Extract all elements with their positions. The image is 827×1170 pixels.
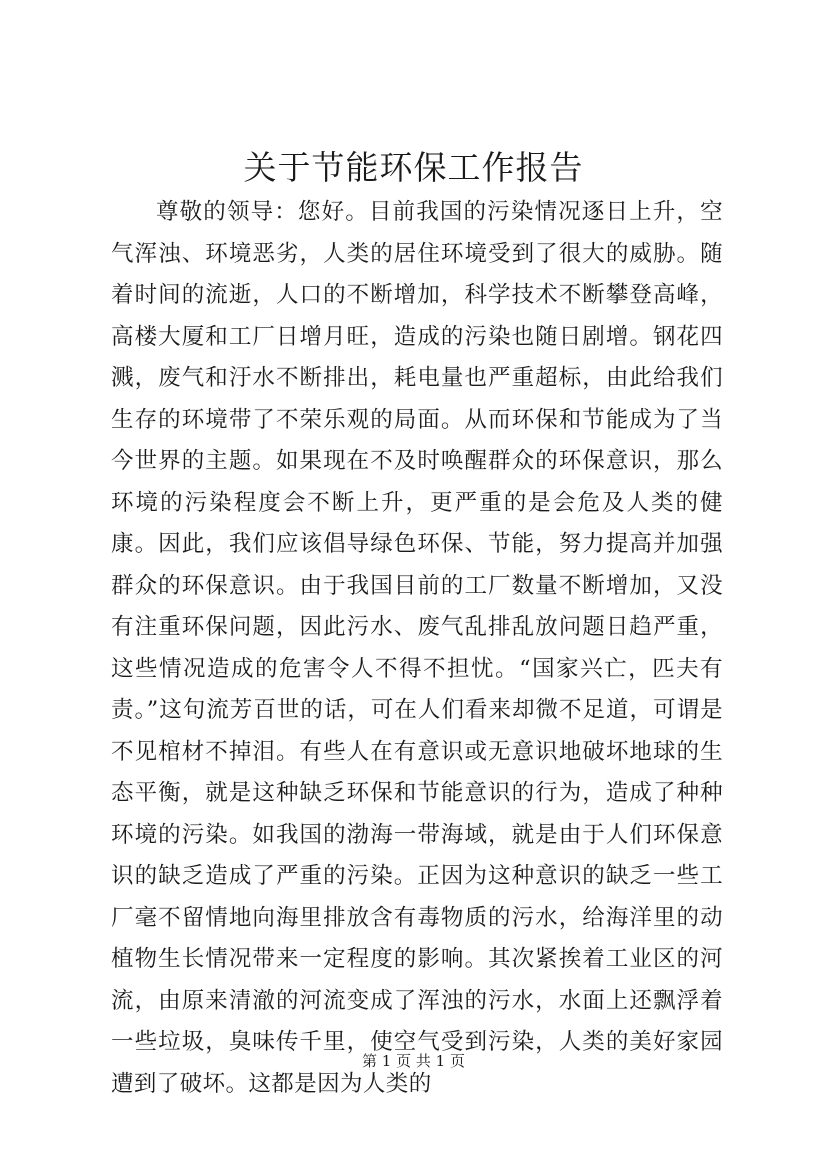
- document-title: 关于节能环保工作报告: [243, 148, 584, 187]
- page-footer: 第 1 页 共 1 页: [362, 1052, 465, 1070]
- body-paragraph: 尊敬的领导：您好。目前我国的污染情况逐日上升，空气浑浊、环境恶劣，人类的居住环境受到了很大的威胁。随着时间的流逝，人口的不断增加，科学技术不断攀登高峰，高楼大厦和工厂日增月旺，造成的污染也随日剧增。钢花四溅，废气和汙水不断排出，耗电量也严重超标，由此给我们生存的环境带了不荣乐观的局面。从而环保和节能成为了当今世界的主题。如果现在不及时唤醒群众的环保意识，那么环境的污染程度会不断上升，更严重的是会危及人类的健康。因此，我们应该倡导绿色环保、节能，努力提高并加强群众的环保意识。由于我国目前的工厂数量不断增加，又没有注重环保问题，因此污水、废气乱排乱放问题日趋严重，这些情况造成的危害令人不得不担忧。“国家兴亡，匹夫有责。”这句流芳百世的话，可在人们看来却微不足道，可谓是不见棺材不掉泪。有些人在有意识或无意识地破坏地球的生态平衡，就是这种缺乏环保和节能意识的行为，造成了种种环境的污染。如我国的渤海一带海域，就是由于人们环保意识的缺乏造成了严重的污染。正因为这种意识的缺乏一些工厂毫不留情地向海里排放含有毒物质的污水，给海洋里的动植物生长情况带来一定程度的影响。其次紧挨着工业区的河流，由原来清澈的河流变成了浑浊的污水，水面上还飘浮着一些垃圾，臭味传千里，使空气受到污染，人类的美好家园遭到了破坏。这都是因为人类的: [111, 199, 723, 1097]
